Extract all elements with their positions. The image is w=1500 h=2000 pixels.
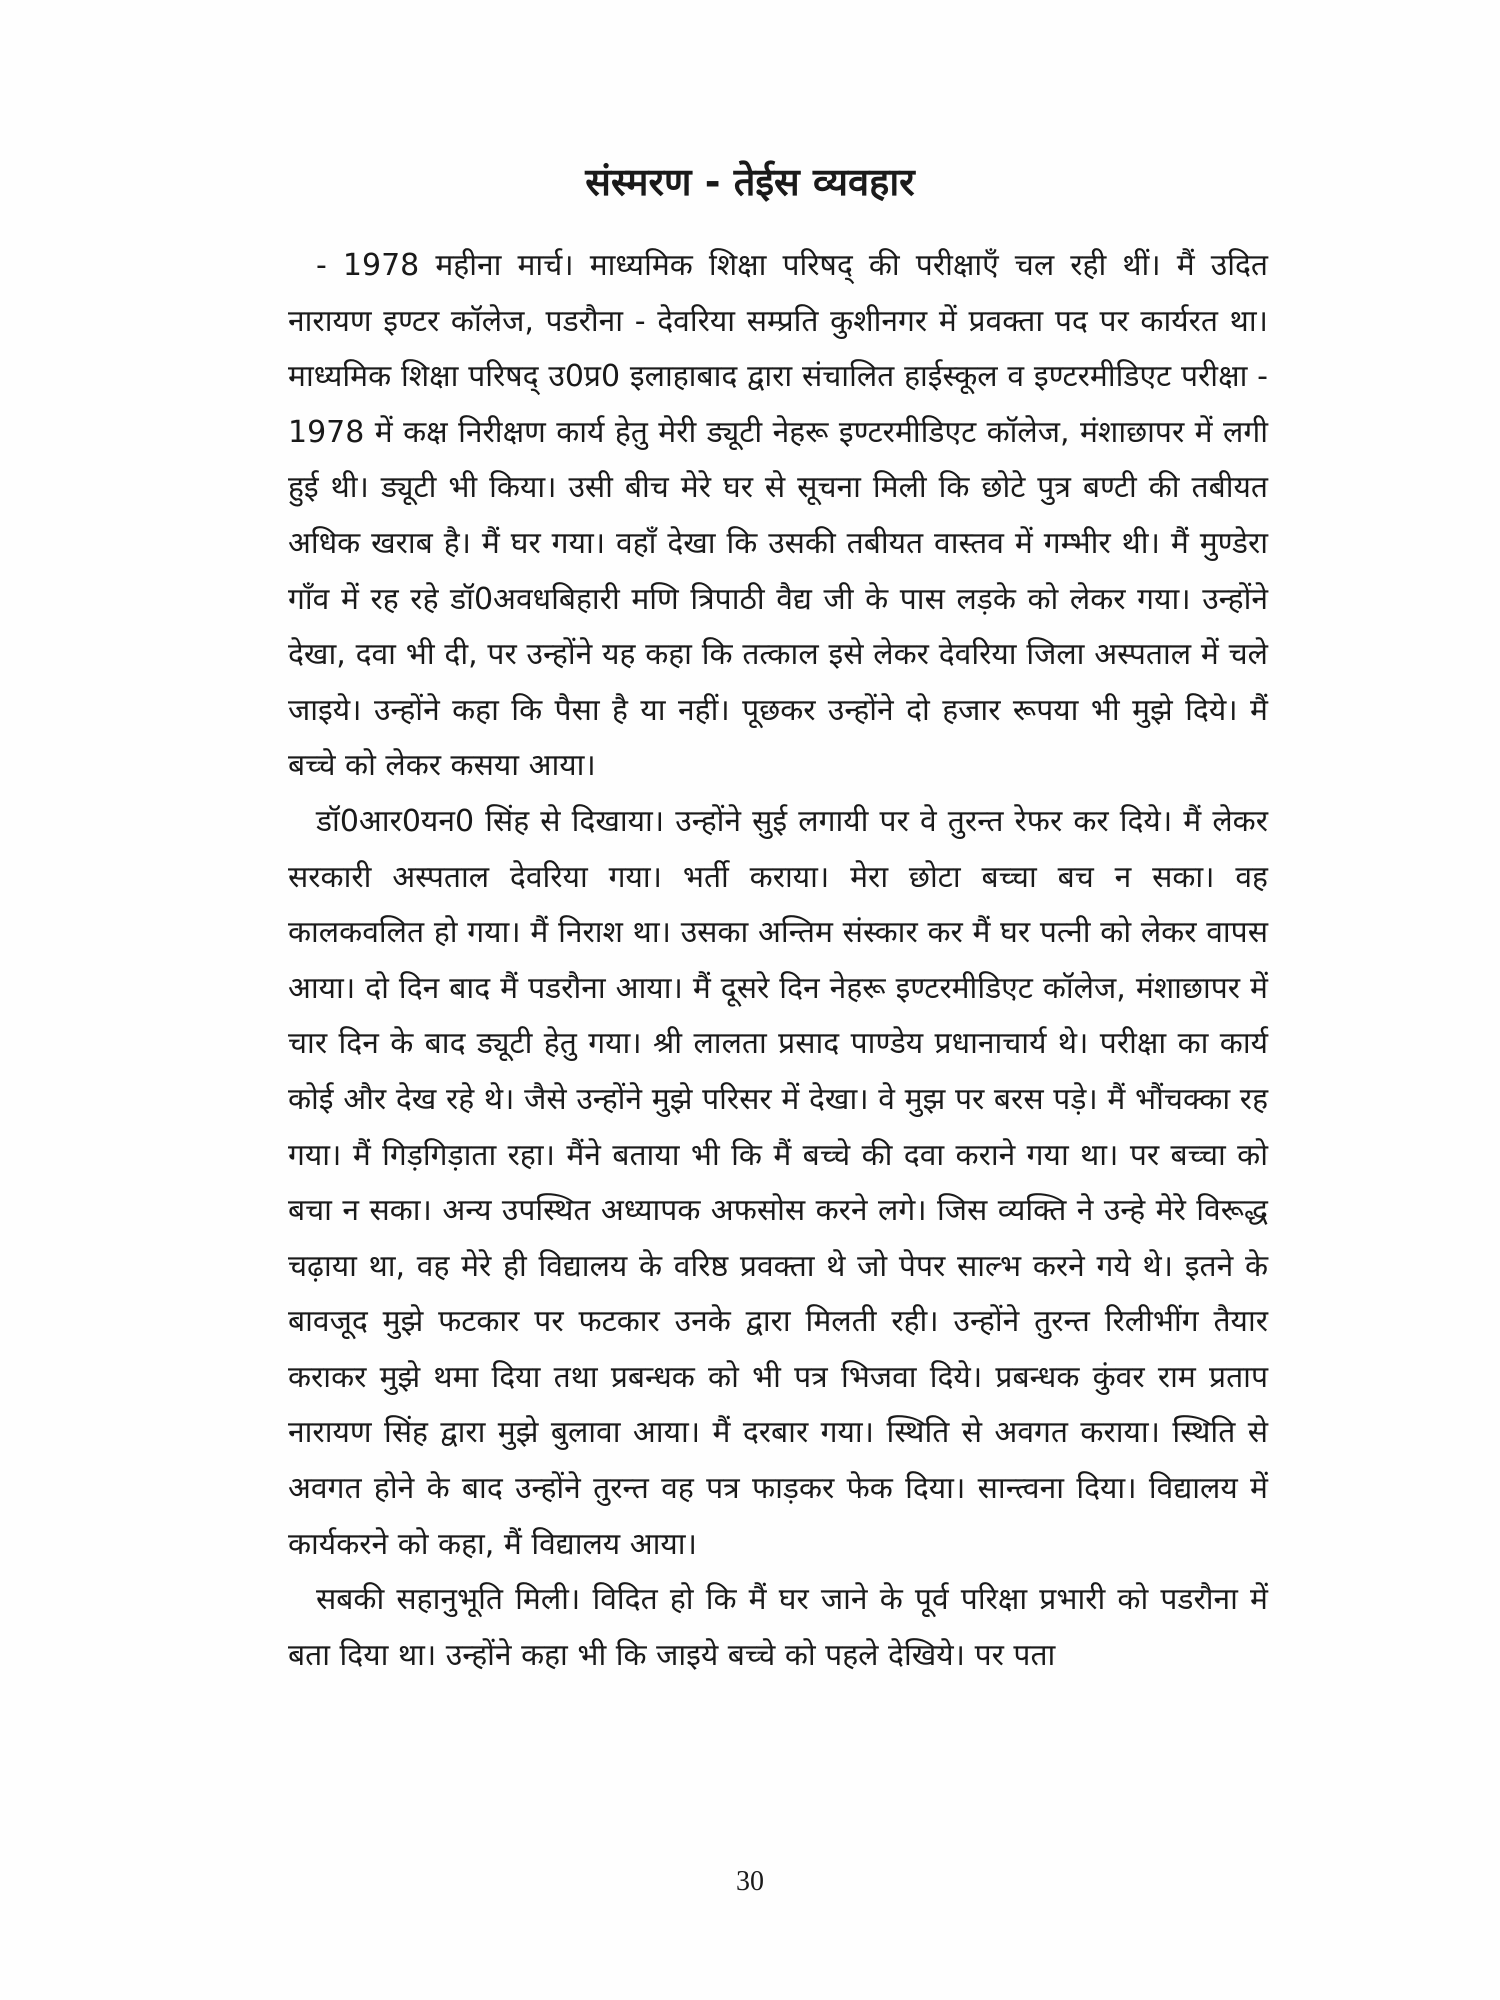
page-title: संस्मरण - तेईस व्यवहार [585, 160, 915, 204]
body-text [288, 238, 1268, 1683]
page-number: 30 [736, 1866, 764, 1897]
paragraph-1: - 1978 महीना मार्च। माध्यमिक शिक्षा परिषद् की परीक्षाएँ चल रही थीं। मैं उदित नारायण इण्टर कॉलेज, पडरौना - देवरिया सम्प्रति कुशीनगर में प्रवक्ता पद पर कार्यरत था। माध्यमिक शिक्षा परिषद् उ0प्र0 इलाहाबाद द्वारा संचालित हाईस्कूल व इण्टरमीडिएट परीक्षा - 1978 में कक्ष निरीक्षण कार्य हेतु मेरी ड्यूटी नेहरू इण्टरमीडिएट कॉलेज, मंशाछापर में लगी हुई थी। ड्यूटी भी किया। उसी बीच मेरे घर से सूचना मिली कि छोटे पुत्र बण्टी की तबीयत अधिक खराब है। मैं घर गया। वहाँ देखा कि उसकी तबीयत वास्तव में गम्भीर थी। मैं मुण्डेरा गाँव में रह रहे डॉ0अवधबिहारी मणि त्रिपाठी वैद्य जी के पास लड़के को लेकर गया। उन्होंने देखा, दवा भी दी, पर उन्होंने यह कहा कि तत्काल इसे लेकर देवरिया जिला अस्पताल में चले जाइये। उन्होंने कहा कि पैसा है या नहीं। पूछकर उन्होंने दो हजार रूपया भी मुझे दिये। मैं बच्चे को लेकर कसया आया। [288, 248, 1268, 784]
paragraph-3: सबकी सहानुभूति मिली। विदित हो कि मैं घर जाने के पूर्व परिक्षा प्रभारी को पडरौना में बता दिया था। उन्होंने कहा भी कि जाइये बच्चे को पहले देखिये। पर पता [288, 1582, 1268, 1673]
paragraph-2: डॉ0आर0यन0 सिंह से दिखाया। उन्होंने सुई लगायी पर वे तुरन्त रेफर कर दिये। मैं लेकर सरकारी अस्पताल देवरिया गया। भर्ती कराया। मेरा छोटा बच्चा बच न सका। वह कालकवलित हो गया। मैं निराश था। उसका अन्तिम संस्कार कर मैं घर पत्नी को लेकर वापस आया। दो दिन बाद मैं पडरौना आया। मैं दूसरे दिन नेहरू इण्टरमीडिएट कॉलेज, मंशाछापर में चार दिन के बाद ड्यूटी हेतु गया। श्री लालता प्रसाद पाण्डेय प्रधानाचार्य थे। परीक्षा का कार्य कोई और देख रहे थे। जैसे उन्होंने मुझे परिसर में देखा। वे मुझ पर बरस पड़े। मैं भौंचक्का रह गया। मैं गिड़गिड़ाता रहा। मैंने बताया भी कि मैं बच्चे की दवा कराने गया था। पर बच्चा को बचा न सका। अन्य उपस्थित अध्यापक अफसोस करने लगे। जिस व्यक्ति ने उन्हे मेरे विरूद्ध चढ़ाया था, वह मेरे ही विद्यालय के वरिष्ठ प्रवक्ता थे जो पेपर साल्भ करने गये थे। इतने के बावजूद मुझे फटकार पर फटकार उनके द्वारा मिलती रही। उन्होंने तुरन्त रिलीभींग तैयार कराकर मुझे थमा दिया तथा प्रबन्धक को भी पत्र भिजवा दिये। प्रबन्धक कुंवर राम प्रताप नारायण सिंह द्वारा मुझे बुलावा आया। मैं दरबार गया। स्थिति से अवगत कराया। स्थिति से अवगत होने के बाद उन्होंने तुरन्त वह पत्र फाड़कर फेक दिया। सान्त्वना दिया। विद्यालय में कार्यकरने को कहा, मैं विद्यालय आया। [288, 803, 1268, 1562]
